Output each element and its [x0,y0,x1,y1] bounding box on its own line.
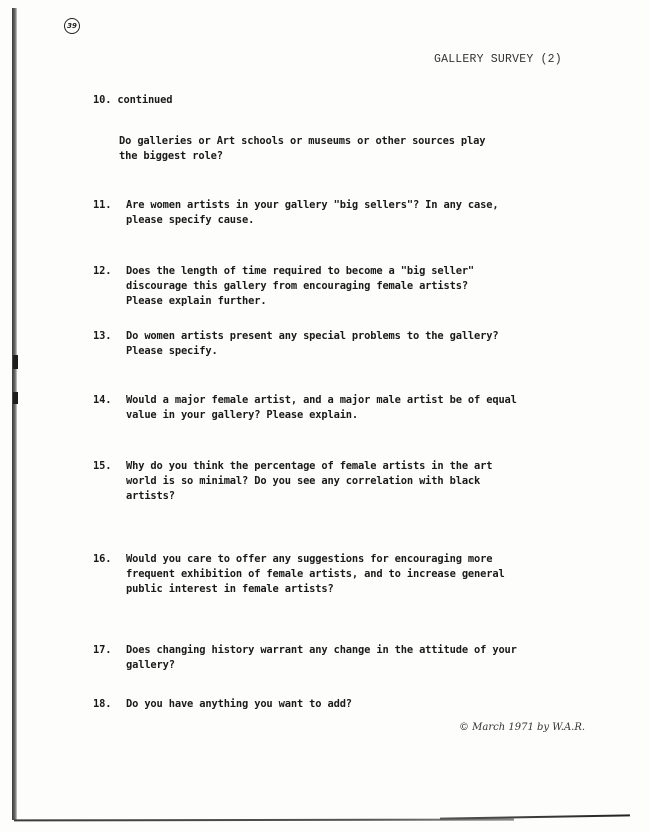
question-line: Would you care to offer any suggestions for encouraging more [126,553,493,565]
question-line: the biggest role? [119,150,223,162]
question-line: Are women artists in your gallery "big sellers"? In any case, [126,199,499,211]
question-text [126,393,517,423]
question-text [126,329,498,359]
question-line: Do galleries or Art schools or museums or other sources play [119,135,486,147]
question-number: 12. [93,265,112,277]
question-text [126,198,498,228]
binding-mark [13,355,18,369]
question-number: 13. [93,330,112,342]
question-line: please specify cause. [126,214,255,226]
question-text [126,552,505,597]
question-text [126,459,492,504]
question-number: 16. [93,553,112,565]
question-line: Do women artists present any special problems to the gallery? [126,330,499,342]
question-line: value in your gallery? Please explain. [126,409,359,421]
question-line: Would a major female artist, and a major male artist be of equal [126,394,517,406]
question-line: Does changing history warrant any change in the attitude of your [126,644,517,656]
question-10-continued [119,134,485,164]
page-bottom-edge [440,814,630,819]
continued-label: 10. continued [93,94,173,106]
question-line: Does the length of time required to become a "big seller" [126,265,475,277]
page-bottom-edge [14,819,514,822]
question-line: discourage this gallery from encouraging female artists? [126,280,468,292]
question-line: Do you have anything you want to add? [126,698,352,710]
question-line: Please specify. [126,345,218,357]
question-line: Why do you think the percentage of female artists in the art [126,460,493,472]
circled-page-number: 39 [64,18,80,34]
question-line: artists? [126,490,175,502]
document-title: GALLERY SURVEY (2) [434,53,562,66]
question-number: 18. [93,698,112,710]
question-line: frequent exhibition of female artists, and to increase general [126,568,505,580]
question-line: world is so minimal? Do you see any correlation with black [126,475,481,487]
question-line: gallery? [126,659,175,671]
question-number: 17. [93,644,112,656]
handwritten-copyright-signature: © March 1971 by W.A.R. [459,722,586,733]
binding-mark [13,392,18,404]
question-number: 15. [93,460,112,472]
question-number: 14. [93,394,112,406]
question-line: Please explain further. [126,295,267,307]
question-line: public interest in female artists? [126,583,334,595]
question-text [126,697,352,712]
question-number: 11. [93,199,112,211]
question-text [126,264,474,309]
page-binding-edge [12,8,17,820]
question-text [126,643,517,673]
